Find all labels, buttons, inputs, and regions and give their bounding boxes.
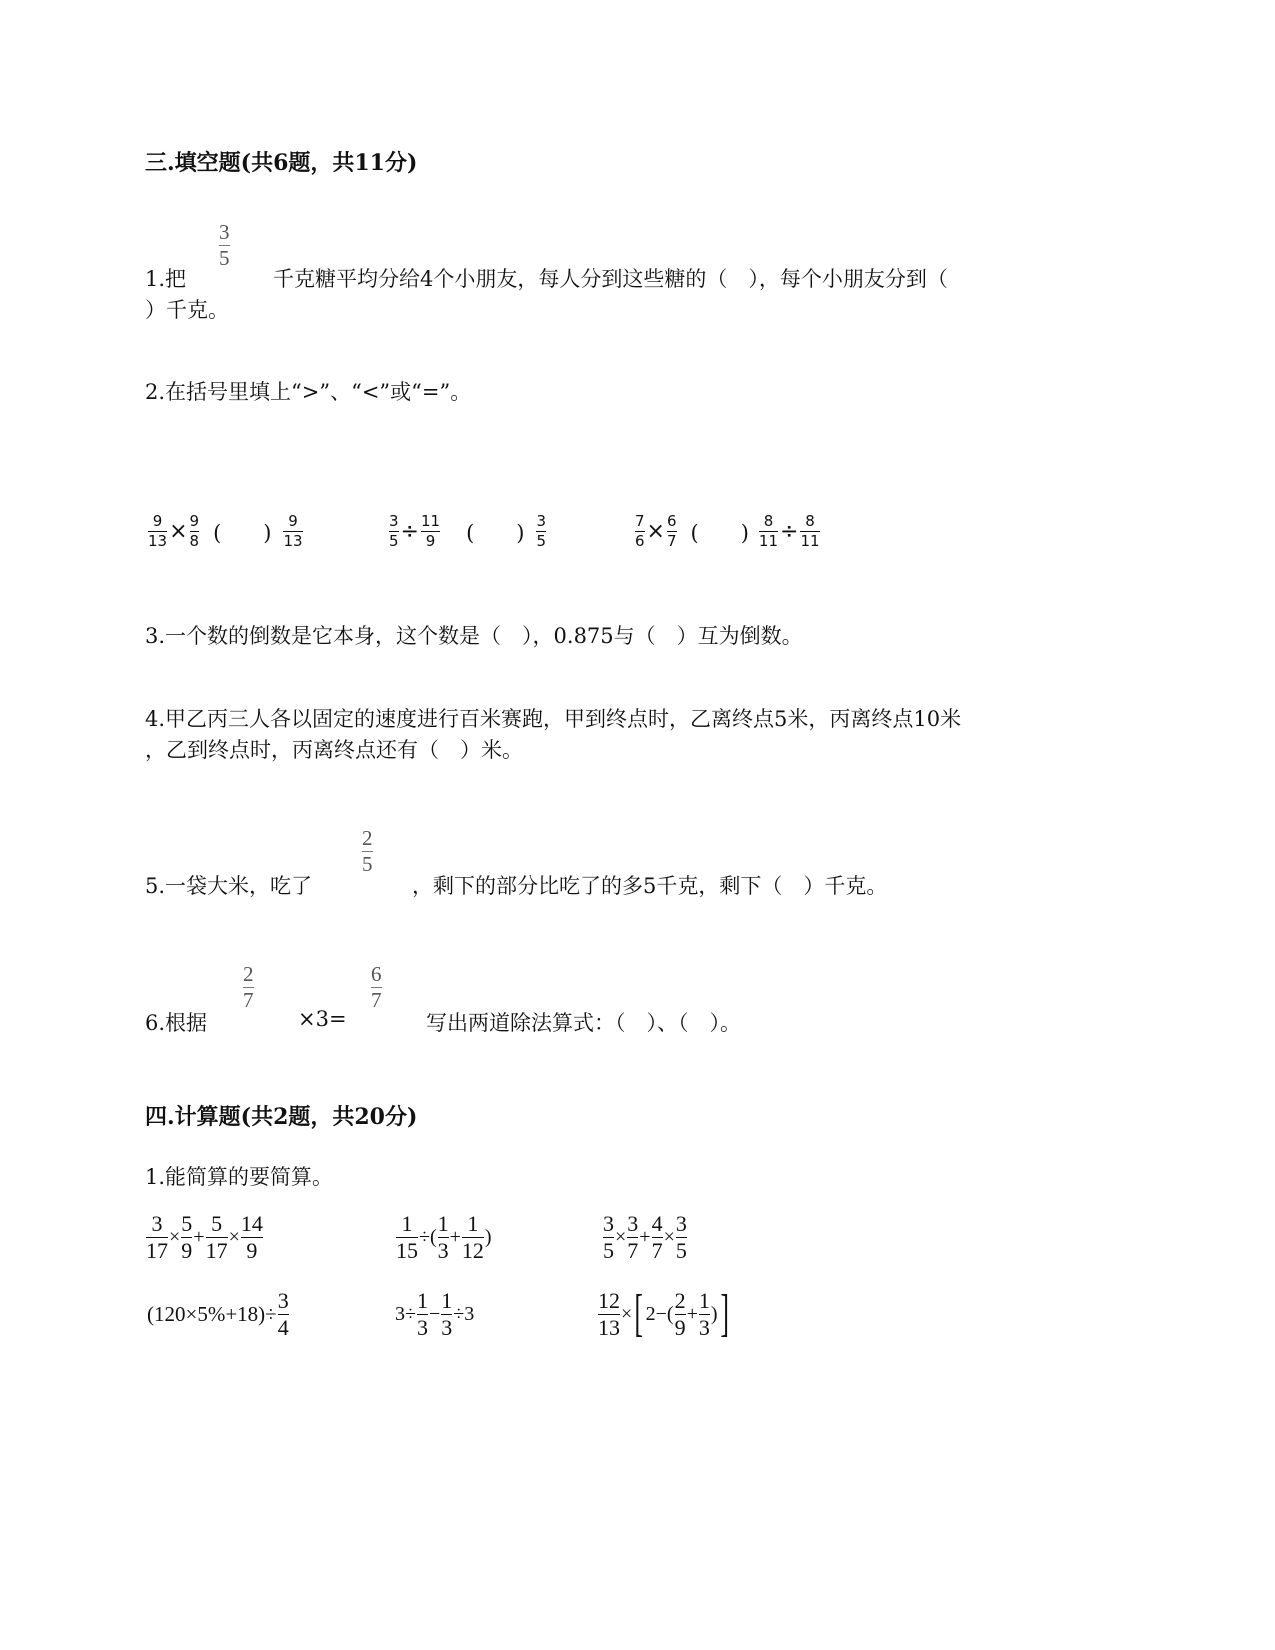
right-bracket: ] <box>719 1285 729 1342</box>
q1-prefix: 1.把 <box>145 267 187 291</box>
answer-blank[interactable]: ( ) <box>690 520 749 545</box>
fraction: $\frac{3}{5}$ <box>603 1211 614 1263</box>
left-bracket: [ <box>634 1285 644 1342</box>
q6-fraction-1 <box>243 964 254 1011</box>
calc-expression-5 <box>394 1290 475 1339</box>
fraction: $\frac{4}{7}$ <box>651 1211 663 1263</box>
fraction: $\frac{5}{9}$ <box>181 1211 193 1263</box>
denominator: 7 <box>371 988 382 1012</box>
q1-text-line1: 千克糖平均分给4个小朋友，每人分到这些糖的（ ），每个小朋友分到（ <box>273 267 948 291</box>
fraction: $\frac{7}{6}$ <box>635 512 645 550</box>
q2-text: 2.在括号里填上“>”、“<”或“=”。 <box>145 380 472 404</box>
calc-expression-4 <box>146 1290 289 1339</box>
q6-mid: ×3= <box>298 1007 347 1031</box>
operator: + <box>193 1226 205 1248</box>
fraction: $\frac{9}{13}$ <box>283 512 303 550</box>
fraction: $\frac{1}{3}$ <box>437 1211 449 1263</box>
operator: ÷3 <box>453 1303 475 1325</box>
fraction: $\frac{3}{5}$ <box>536 512 547 550</box>
fraction: $\frac{6}{7}$ <box>666 512 677 550</box>
operator: + <box>639 1226 651 1248</box>
denominator: 7 <box>243 988 254 1012</box>
calc-expression-2 <box>396 1213 493 1262</box>
q2-item-3 <box>635 514 820 549</box>
denominator: 5 <box>219 246 230 270</box>
q6-prefix: 6.根据 <box>145 1011 208 1035</box>
expression-part: 2−( <box>645 1302 674 1325</box>
numerator: 6 <box>371 962 382 986</box>
fraction: $\frac{1}{12}$ <box>461 1211 484 1263</box>
calc-expression-1 <box>146 1213 263 1262</box>
divide-operator: ÷ <box>780 519 799 544</box>
q1-fraction <box>219 222 230 269</box>
q4-line2: ，乙到终点时，丙离终点还有（ ）米。 <box>145 738 523 762</box>
fraction: $\frac{1}{3}$ <box>441 1288 453 1340</box>
fraction: $\frac{11}{9}$ <box>420 512 441 550</box>
numerator: 3 <box>219 220 230 244</box>
times-operator: × <box>169 519 188 544</box>
section-4-heading: 四.计算题(共2题，共20分) <box>145 1104 418 1130</box>
times-operator: × <box>646 519 665 544</box>
operator: ÷( <box>419 1226 437 1248</box>
operator: × <box>228 1226 240 1248</box>
section-3-heading: 三.填空题(共6题，共11分) <box>145 150 418 176</box>
q5-suffix: ，剩下的部分比吃了的多5千克，剩下（ ）千克。 <box>412 874 888 898</box>
fraction: $\frac{5}{17}$ <box>205 1211 228 1263</box>
operator: − <box>428 1303 441 1325</box>
q5-fraction <box>362 828 373 875</box>
calc-expression-6 <box>598 1285 730 1342</box>
q4-line1: 4.甲乙丙三人各以固定的速度进行百米赛跑，甲到终点时，乙离终点5米，丙离终点10米 <box>145 707 962 731</box>
expression-lead: 3÷ <box>395 1303 416 1325</box>
q2-item-1 <box>148 514 303 549</box>
operator: ) <box>484 1226 492 1248</box>
fraction: $\frac{3}{17}$ <box>146 1211 168 1263</box>
numerator: 2 <box>362 826 373 850</box>
fraction: $\frac{3}{5}$ <box>389 512 399 550</box>
q3-text: 3.一个数的倒数是它本身，这个数是（ ），0.875与（ ）互为倒数。 <box>145 624 803 648</box>
answer-blank[interactable]: ( ) <box>213 520 272 545</box>
fraction: $\frac{1}{3}$ <box>698 1287 710 1340</box>
q1-text-line2: ）千克。 <box>145 298 229 322</box>
calc-expression-3 <box>603 1213 687 1262</box>
fraction: $\frac{9}{8}$ <box>189 512 200 550</box>
operator: + <box>449 1226 461 1248</box>
fraction: $\frac{1}{15}$ <box>396 1211 418 1263</box>
fraction: $\frac{3}{5}$ <box>675 1211 687 1263</box>
expression-lead: (120×5%+18)÷ <box>147 1302 277 1326</box>
operator: × <box>663 1226 675 1248</box>
numerator: 2 <box>243 962 254 986</box>
fraction: $\frac{9}{13}$ <box>148 512 168 550</box>
fraction: $\frac{14}{9}$ <box>240 1211 263 1263</box>
q5-prefix: 5.一袋大米，吃了 <box>145 874 313 898</box>
operator: + <box>686 1302 698 1325</box>
q6-fraction-2 <box>371 964 382 1011</box>
fraction: $\frac{8}{11}$ <box>758 512 779 550</box>
q6-suffix: 写出两道除法算式：（ ）、（ ）。 <box>426 1011 741 1035</box>
fraction: $\frac{12}{13}$ <box>598 1287 620 1340</box>
fraction: $\frac{3}{7}$ <box>627 1211 639 1263</box>
fraction: $\frac{2}{9}$ <box>674 1287 686 1340</box>
s4-q1-text: 1.能简算的要简算。 <box>145 1165 334 1189</box>
fraction: $\frac{3}{4}$ <box>277 1288 289 1340</box>
denominator: 5 <box>362 852 373 876</box>
right-paren: ) <box>710 1302 718 1325</box>
operator: × <box>615 1226 627 1248</box>
q2-item-2 <box>389 514 546 549</box>
fraction: $\frac{1}{3}$ <box>416 1288 428 1340</box>
fraction: $\frac{8}{11}$ <box>800 512 820 550</box>
operator: × <box>621 1302 633 1325</box>
operator: × <box>169 1226 181 1248</box>
divide-operator: ÷ <box>400 519 419 544</box>
answer-blank[interactable]: ( ) <box>466 520 525 545</box>
